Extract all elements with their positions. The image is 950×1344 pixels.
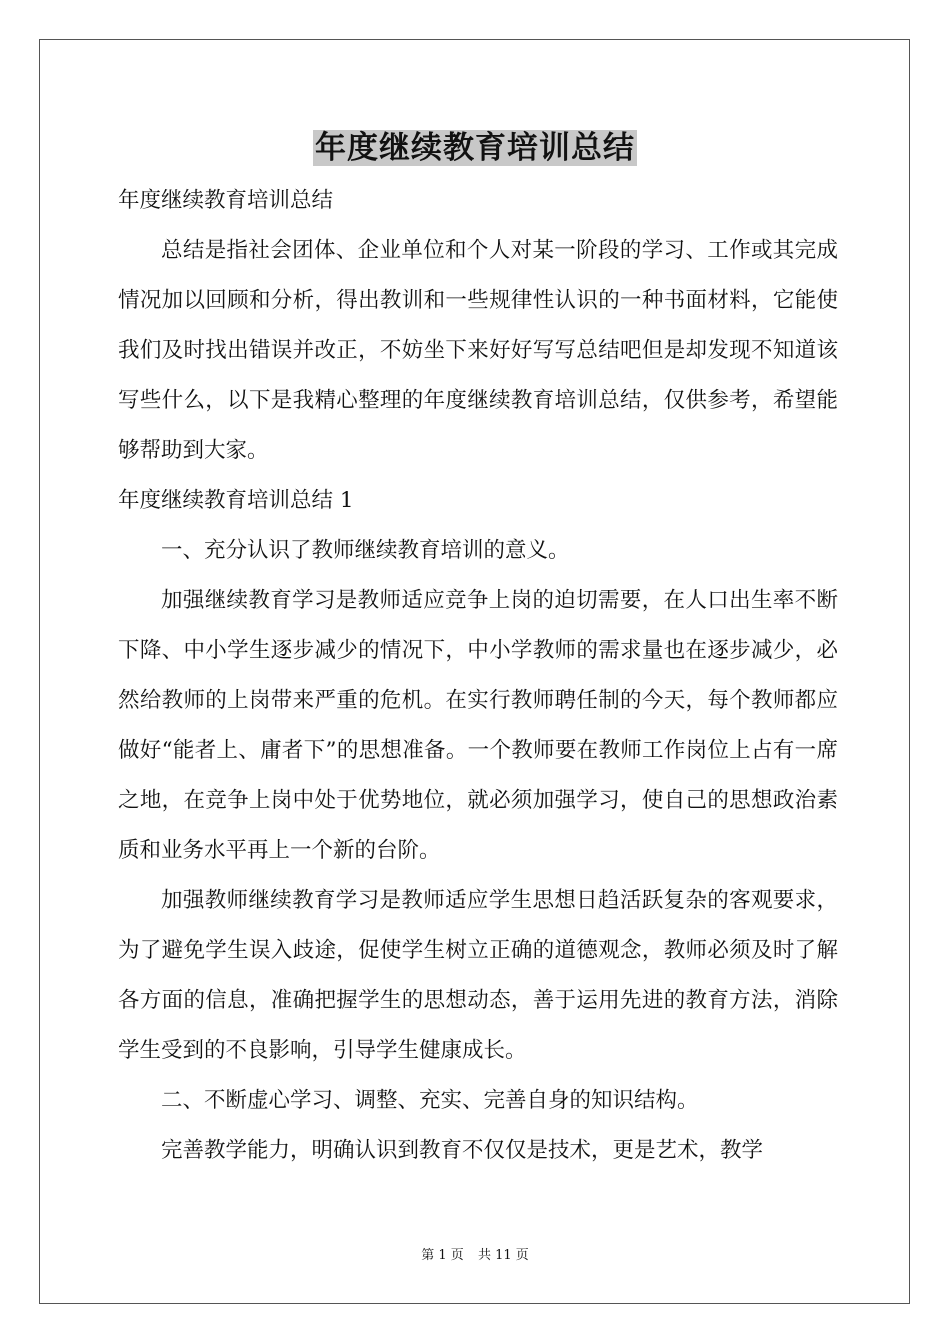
body-paragraph-2: 加强教师继续教育学习是教师适应学生思想日趋活跃复杂的客观要求，为了避免学生误入歧途，促使学生树立正确的道德观念，教师必须及时了解各方面的信息，准确把握学生的思想动态，善于运用先进的教育方法，消除学生受到的不良影响，引导学生健康成长。 bbox=[118, 888, 838, 1063]
page-total: 共 11 页 bbox=[477, 1248, 529, 1263]
page-number: 第 1 页 bbox=[421, 1248, 464, 1263]
section-heading: 年度继续教育培训总结 1 bbox=[118, 488, 354, 513]
body-paragraph-1: 加强继续教育学习是教师适应竞争上岗的迫切需要，在人口出生率不断下降、中小学生逐步减少的情况下，中小学教师的需求量也在逐步减少，必然给教师的上岗带来严重的危机。在实行教师聘任制的今天，每个教师都应做好“能者上、庸者下”的思想准备。一个教师要在教师工作岗位上占有一席之地，在竞争上岗中处于优势地位，就必须加强学习，使自己的思想政治素质和业务水平再上一个新的台阶。 bbox=[118, 588, 838, 863]
document-title bbox=[0, 126, 950, 170]
body-paragraph-3: 完善教学能力，明确认识到教育不仅仅是技术，更是艺术，教学 bbox=[161, 1138, 764, 1163]
document-title-text: 年度继续教育培训总结 bbox=[315, 130, 635, 166]
subsection-heading-1: 一、充分认识了教师继续教育培训的意义。 bbox=[161, 538, 570, 563]
page-footer bbox=[0, 1247, 950, 1265]
body-heading: 年度继续教育培训总结 bbox=[118, 188, 334, 213]
subsection-heading-2: 二、不断虚心学习、调整、充实、完善自身的知识结构。 bbox=[161, 1088, 699, 1113]
document-body bbox=[118, 176, 838, 1176]
intro-paragraph: 总结是指社会团体、企业单位和个人对某一阶段的学习、工作或其完成情况加以回顾和分析，得出教训和一些规律性认识的一种书面材料，它能使我们及时找出错误并改正，不妨坐下来好好写写总结吧但是却发现不知道该写些什么，以下是我精心整理的年度继续教育培训总结，仅供参考，希望能够帮助到大家。 bbox=[118, 238, 838, 463]
